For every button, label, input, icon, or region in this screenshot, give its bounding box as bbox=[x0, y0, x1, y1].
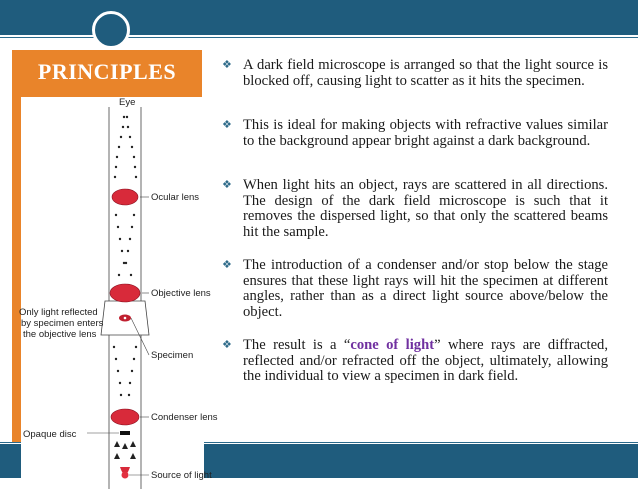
decorative-circle bbox=[92, 11, 130, 49]
label-objective-lens: Objective lens bbox=[151, 288, 211, 299]
label-opaque-disc: Opaque disc bbox=[23, 429, 77, 440]
label-only-light-2: by specimen enters bbox=[21, 318, 104, 329]
label-eye: Eye bbox=[119, 97, 136, 108]
label-ocular-lens: Ocular lens bbox=[151, 192, 200, 203]
diamond-bullet-icon: ❖ bbox=[222, 339, 232, 351]
bullet-text: This is ideal for making objects with refractive values similar to the background appear bright against a dark background. bbox=[243, 117, 608, 149]
slide-title: PRINCIPLES bbox=[37, 59, 177, 84]
diamond-bullet-icon: ❖ bbox=[222, 119, 232, 131]
label-only-light-1: Only light reflected bbox=[19, 307, 98, 318]
title-panel bbox=[12, 50, 218, 481]
cone-of-light-highlight: cone of light bbox=[350, 337, 435, 353]
bullet-text: A dark field microscope is arranged so that the light source is blocked off, causing light to scatter as it hits the specimen. bbox=[243, 57, 608, 89]
microscope-diagram bbox=[19, 97, 218, 489]
bullet-text bbox=[243, 338, 608, 385]
bullet-text: The introduction of a condenser and/or stop below the stage ensures that these light rays will hit the specimen at different angles, rather than as a direct light source above/below the object. bbox=[243, 257, 608, 320]
bullet-item bbox=[222, 258, 608, 320]
diamond-bullet-icon: ❖ bbox=[222, 179, 232, 191]
bullet-text-after: ” where rays are diffracted, reflected and/or refracted off the object, ultimately, allowing the individual to view a specimen in dark field. bbox=[243, 337, 608, 384]
bullet-item bbox=[222, 178, 608, 240]
bullet-text-before: The result is a “ bbox=[243, 337, 351, 353]
label-condenser-lens: Condenser lens bbox=[151, 412, 218, 423]
label-only-light-3: the objective lens bbox=[23, 329, 97, 340]
bullet-text: When light hits an object, rays are scattered in all directions. The design of the dark field microscope is such that it removes the dispersed light, so that only the scattered beams hit the sample. bbox=[243, 177, 608, 240]
bullet-item bbox=[222, 58, 608, 89]
bullet-item bbox=[222, 338, 608, 385]
diamond-bullet-icon: ❖ bbox=[222, 59, 232, 71]
label-specimen: Specimen bbox=[151, 350, 194, 361]
dark-field-diagram-svg bbox=[19, 97, 218, 489]
bullet-item bbox=[222, 118, 608, 149]
diamond-bullet-icon: ❖ bbox=[222, 259, 232, 271]
label-source-of-light: Source of light bbox=[151, 470, 212, 481]
